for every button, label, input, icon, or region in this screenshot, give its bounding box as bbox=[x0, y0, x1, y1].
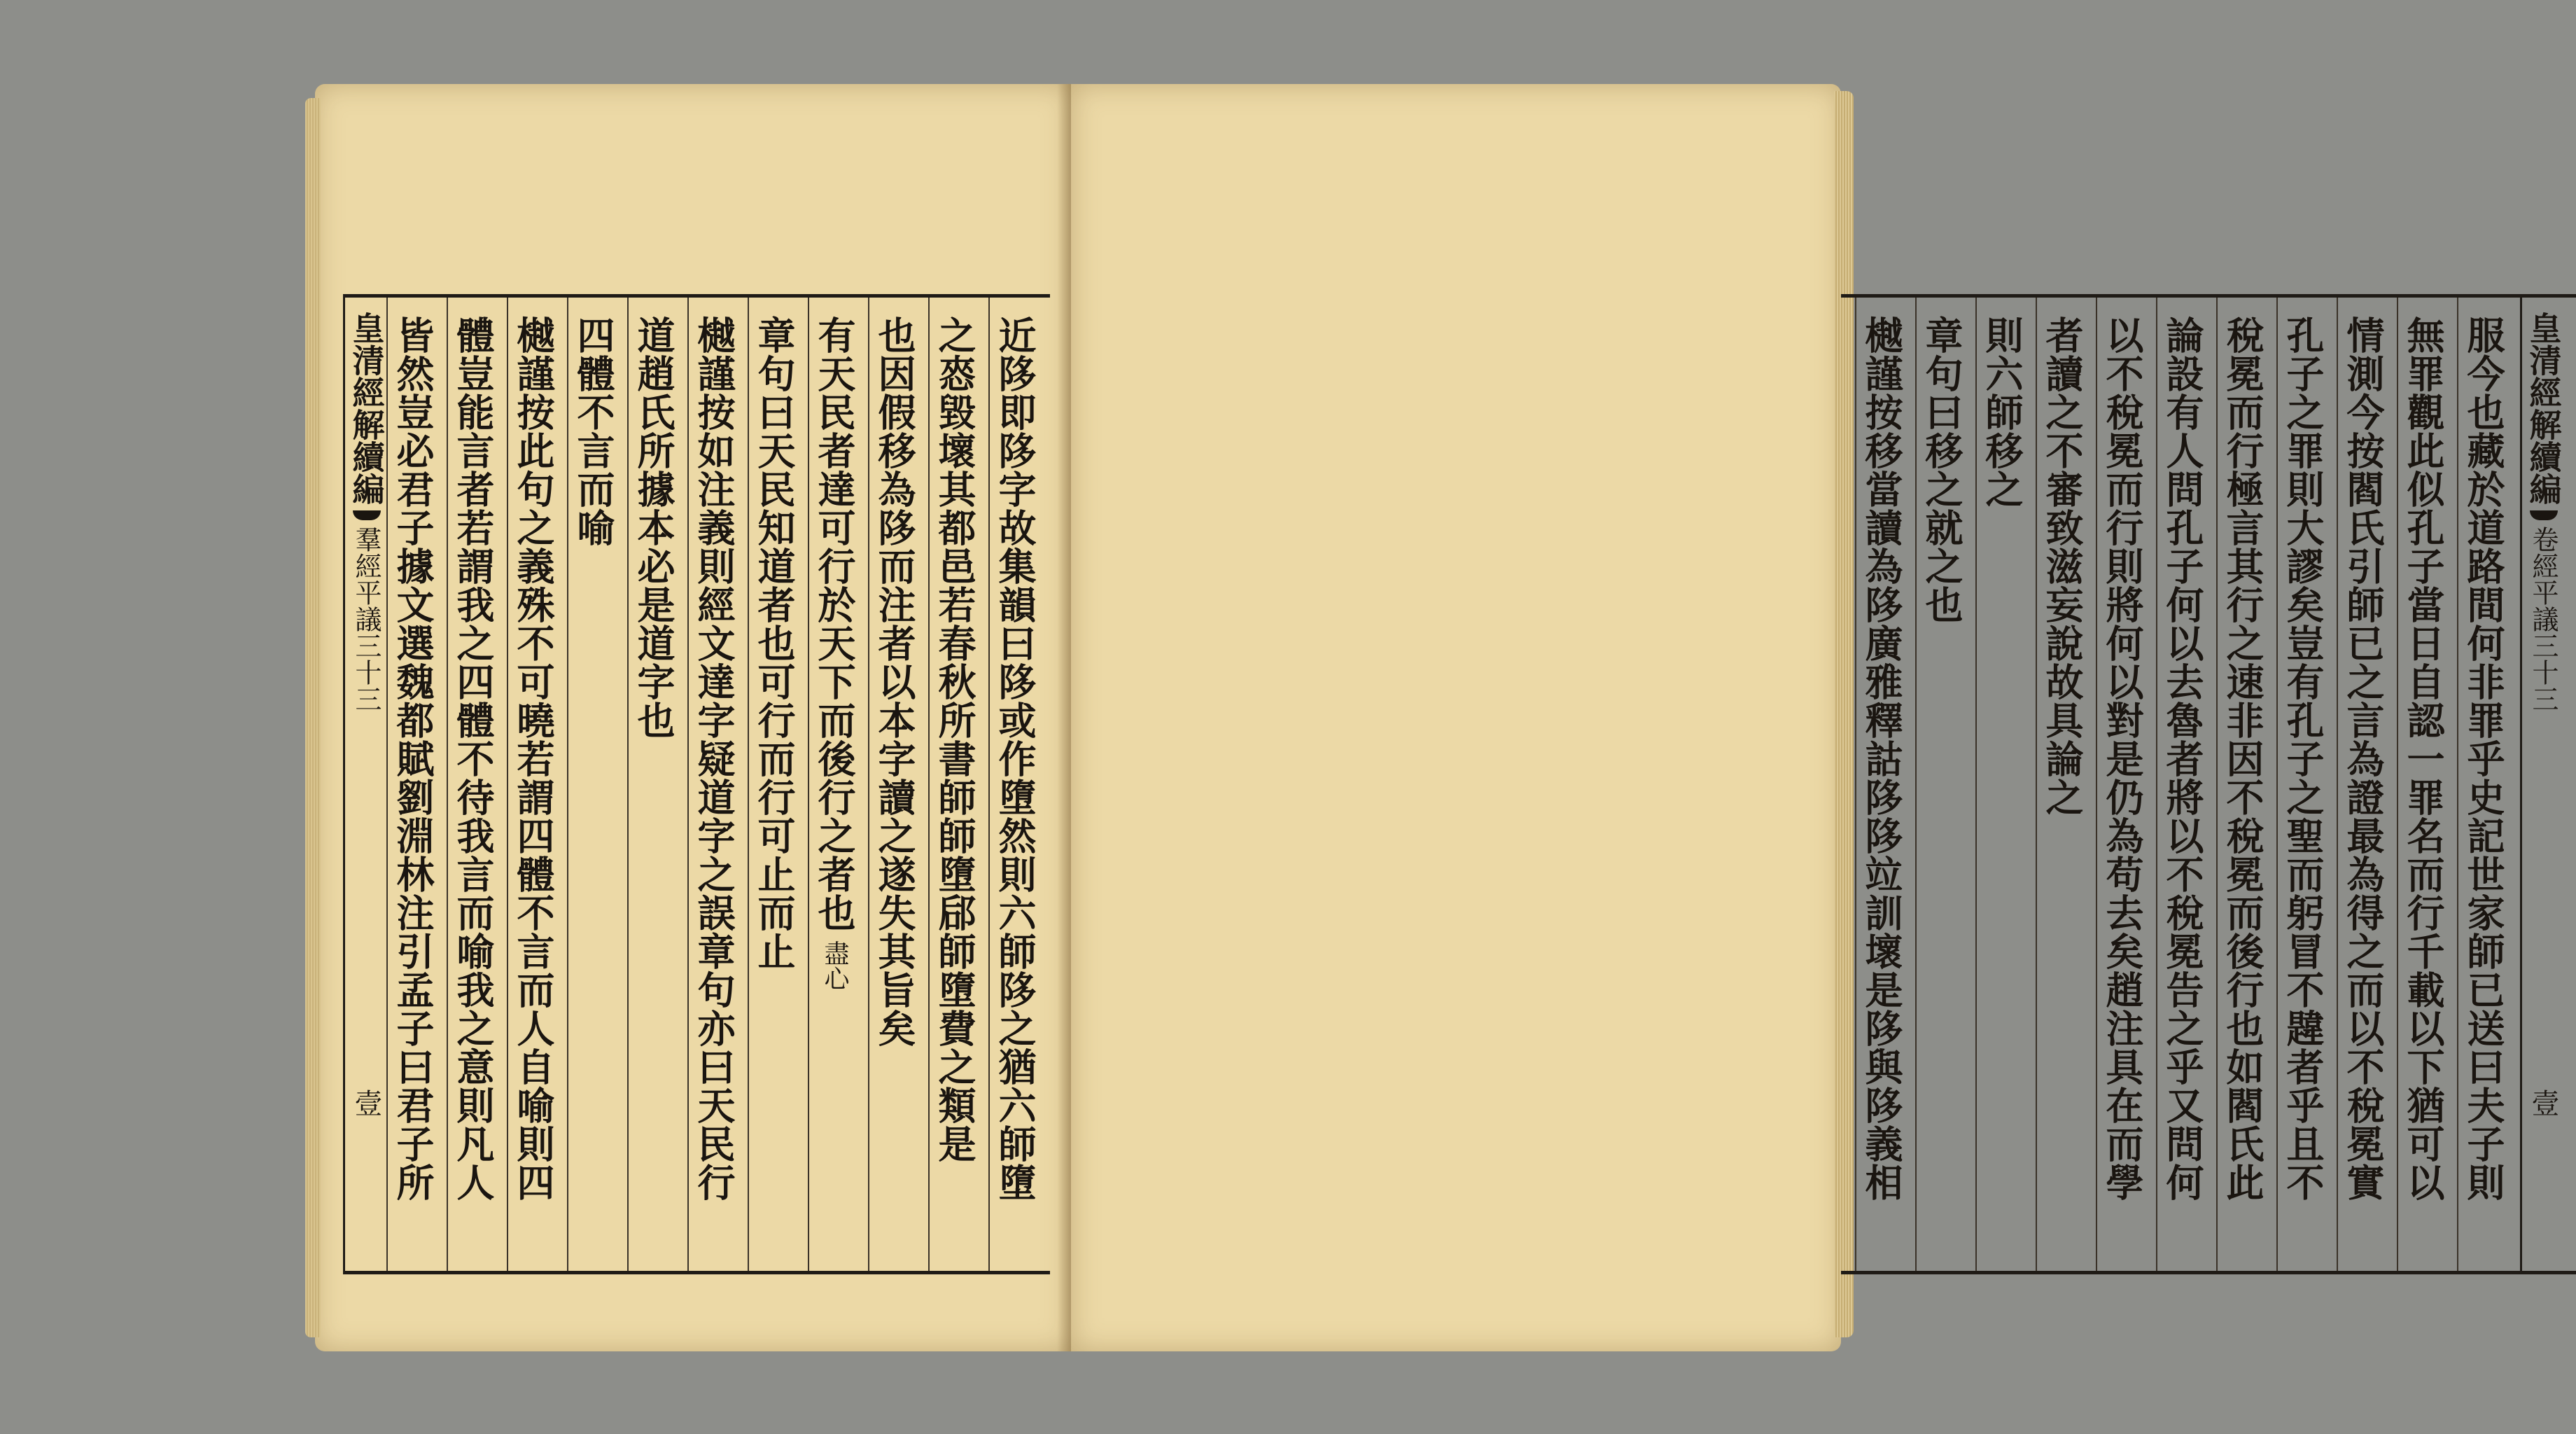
column-text: 近陊即陊字故集韻曰陊或作墮然則六師陊之猶六師墮 bbox=[993, 316, 1037, 1202]
text-column bbox=[2156, 298, 2208, 1271]
column-text: 樾謹按此句之義殊不可曉若謂四體不言而人自喻則四 bbox=[511, 316, 556, 1202]
left-text-frame bbox=[343, 294, 1050, 1274]
left-margin-book-title: 皇清經解續編 bbox=[347, 312, 386, 505]
text-column bbox=[2036, 298, 2087, 1271]
text-column bbox=[627, 298, 679, 1271]
text-column bbox=[1915, 298, 1967, 1271]
column-small-note: 盡心 bbox=[820, 940, 849, 991]
column-text: 以不稅冕而行則將何以對是仍為苟去矣趙注具在而學 bbox=[2100, 316, 2145, 1202]
right-margin-book-title: 皇清經解續編 bbox=[2524, 312, 2563, 505]
text-column bbox=[447, 298, 498, 1271]
left-margin-chapter: 羣經平議三十三 bbox=[351, 526, 382, 712]
text-column bbox=[687, 298, 739, 1271]
column-text: 皆然豈必君子據文選魏都賦劉淵林注引孟子曰君子所 bbox=[391, 316, 435, 1202]
column-text: 則六師移之 bbox=[1980, 316, 2024, 508]
column-text: 之㤲毀壞其都邑若春秋所書師師墮郈師墮費之類是 bbox=[932, 316, 977, 1163]
column-text: 章句曰移之就之也 bbox=[1919, 316, 1964, 624]
text-column bbox=[2096, 298, 2148, 1271]
column-text: 樾謹按移當讀為陊廣雅釋詁陊陊竝訓壞是陊與陊義相 bbox=[1859, 316, 1904, 1202]
column-text: 道趙氏所據本必是道字也 bbox=[631, 316, 676, 739]
text-column bbox=[507, 298, 559, 1271]
column-text: 論設有人問孔子何以去魯者將以不稅冕告之乎又問何 bbox=[2160, 316, 2205, 1202]
column-text: 也因假移為陊而注者以本字讀之遂失其旨矣 bbox=[872, 316, 917, 1047]
column-text: 稅冕而行極言其行之速非因不稅冕而後行也如閻氏此 bbox=[2220, 316, 2265, 1202]
column-text: 樾謹按如注義則經文達字疑道字之誤章句亦曰天民行 bbox=[692, 316, 736, 1202]
text-column bbox=[868, 298, 920, 1271]
right-fold-margin bbox=[2520, 298, 2565, 1271]
fish-tail-mark-left bbox=[353, 510, 381, 520]
text-column bbox=[386, 298, 438, 1271]
right-page bbox=[1071, 84, 2563, 1351]
column-text: 四體不言而喻 bbox=[571, 316, 616, 547]
column-text: 有天民者達可行於天下而後行之者也 bbox=[812, 316, 857, 932]
right-text-frame bbox=[1841, 294, 2576, 1274]
text-column bbox=[748, 298, 799, 1271]
column-text: 無罪觀此似孔子當日自認一罪名而行千載以下猶可以 bbox=[2401, 316, 2446, 1202]
text-column bbox=[2397, 298, 2449, 1271]
text-column bbox=[928, 298, 980, 1271]
column-text: 服今也藏於道路間何非罪乎史記世家師已送曰夫子則 bbox=[2461, 316, 2506, 1202]
column-text: 體豈能言者若謂我之四體不待我言而喻我之意則凡人 bbox=[451, 316, 496, 1202]
column-text: 章句曰天民知道者也可行而行可止而止 bbox=[752, 316, 797, 970]
left-fold-margin bbox=[343, 298, 388, 1271]
column-text: 情測今按閻氏引師已之言為證最為得之而以不稅冕實 bbox=[2341, 316, 2386, 1202]
column-text: 孔子之罪則大謬矣豈有孔子之聖而躬冒不韙者乎且不 bbox=[2281, 316, 2325, 1202]
text-column bbox=[2337, 298, 2388, 1271]
text-column bbox=[2457, 298, 2509, 1271]
column-text: 者讀之不審致滋妄說故具論之 bbox=[2040, 316, 2085, 816]
text-column bbox=[1855, 298, 1907, 1271]
text-column bbox=[2216, 298, 2268, 1271]
text-column bbox=[988, 298, 1040, 1271]
text-column bbox=[567, 298, 619, 1271]
text-column bbox=[2276, 298, 2328, 1271]
text-column bbox=[1975, 298, 2027, 1271]
right-margin-leaf-number: 壹 bbox=[2527, 1089, 2559, 1117]
left-margin-leaf-number: 壹 bbox=[350, 1089, 382, 1117]
text-column bbox=[808, 298, 860, 1271]
right-margin-chapter: 卷經平議三十三 bbox=[2528, 526, 2558, 712]
page-edges-left bbox=[305, 98, 321, 1337]
open-book bbox=[315, 84, 2563, 1351]
left-page bbox=[315, 84, 1071, 1351]
fish-tail-mark-right bbox=[2530, 510, 2558, 520]
